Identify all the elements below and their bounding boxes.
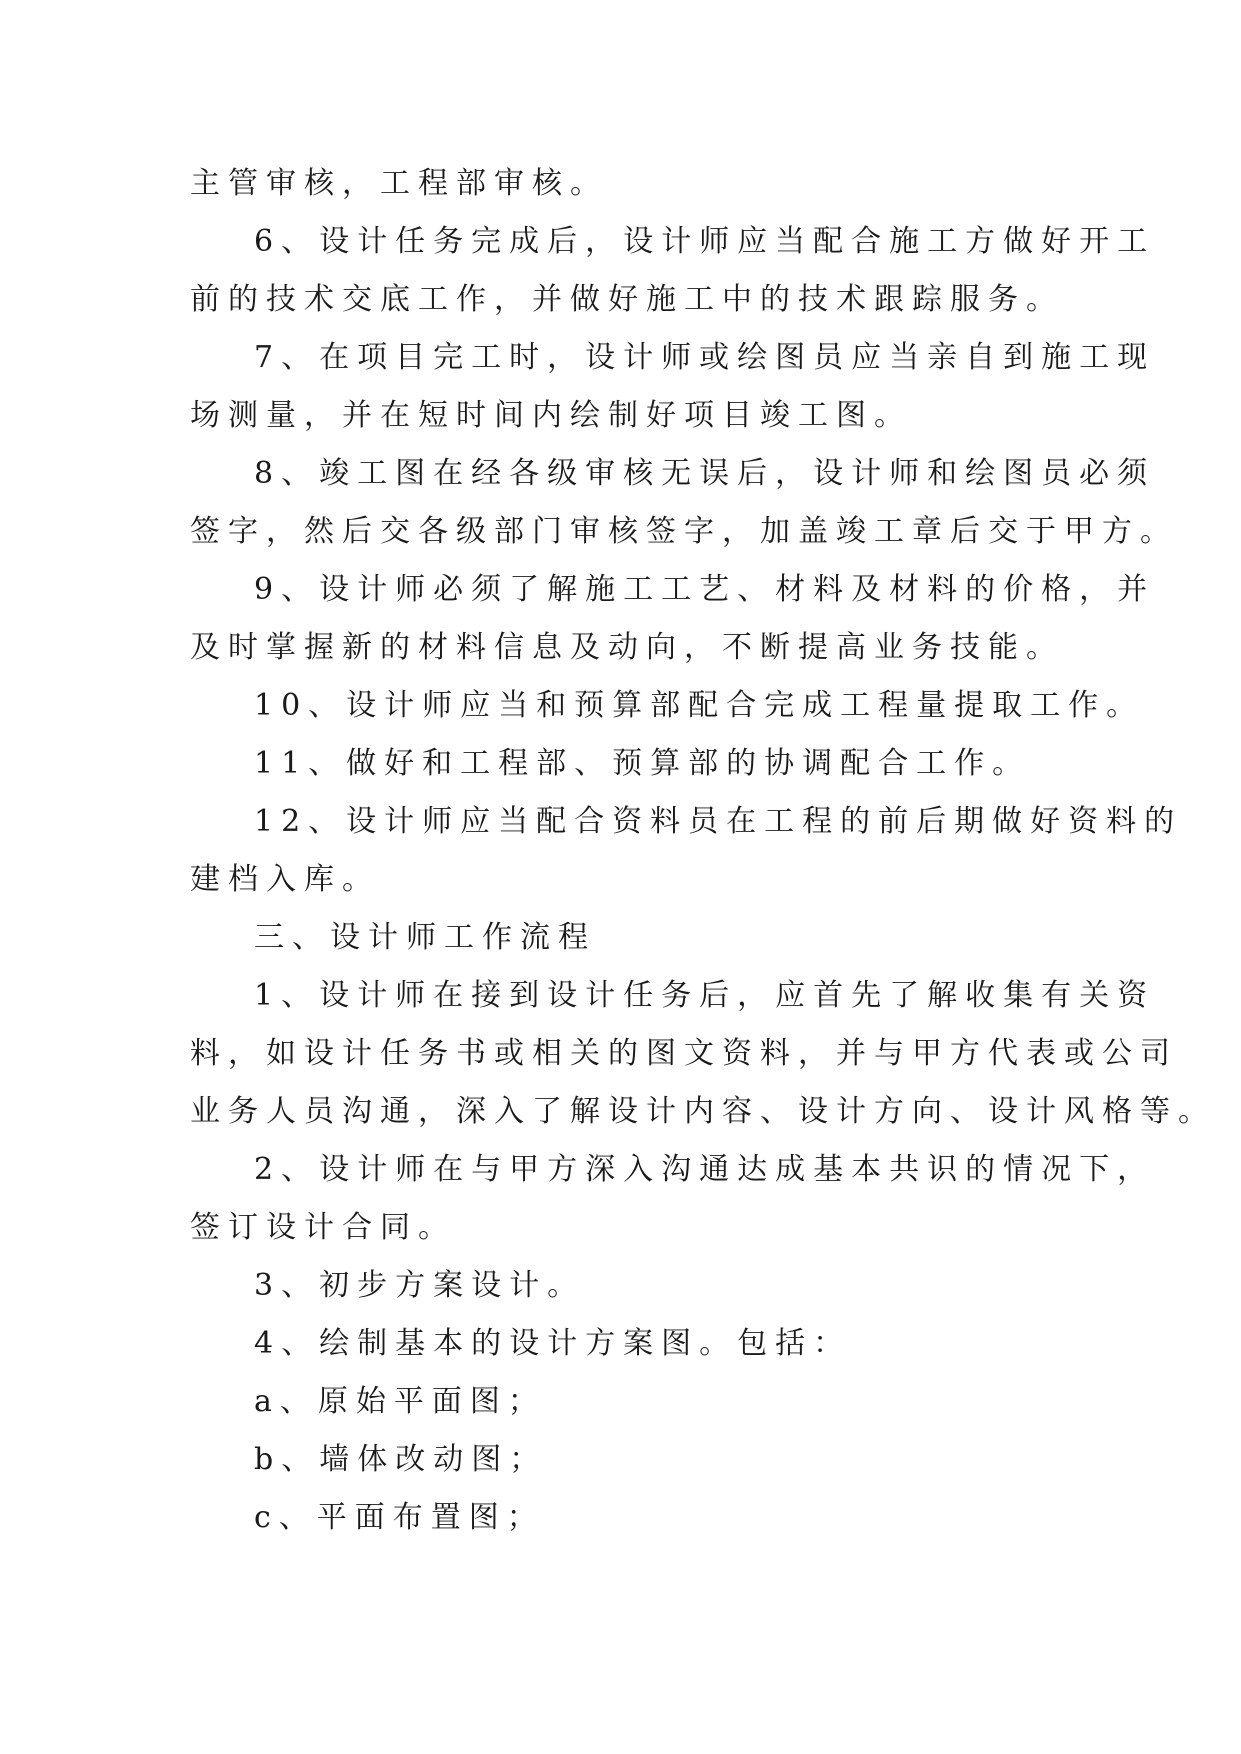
paragraph-12-start: 12、设计师应当配合资料员在工程的前后期做好资料的 [254, 804, 1183, 839]
step-4: 4、绘制基本的设计方案图。包括： [254, 1326, 852, 1361]
text-line: 场测量，并在短时间内绘制好项目竣工图。 [190, 398, 912, 433]
text-line: 业务人员沟通，深入了解设计内容、设计方向、设计风格等。 [190, 1094, 1216, 1129]
text-line: 建档入库。 [190, 862, 380, 897]
paragraph-11: 11、做好和工程部、预算部的协调配合工作。 [254, 746, 1031, 781]
step-3: 3、初步方案设计。 [254, 1268, 586, 1303]
paragraph-10: 10、设计师应当和预算部配合完成工程量提取工作。 [254, 688, 1145, 723]
step-2-start: 2、设计师在与甲方深入沟通达成基本共识的情况下， [254, 1152, 1156, 1187]
paragraph-9-start: 9、设计师必须了解施工工艺、材料及材料的价格，并 [254, 572, 1156, 607]
list-item-a: a、原始平面图； [254, 1384, 546, 1419]
list-item-c: c、平面布置图； [254, 1500, 545, 1535]
paragraph-6-start: 6、设计任务完成后，设计师应当配合施工方做好开工 [254, 224, 1156, 259]
section-heading: 三、设计师工作流程 [254, 920, 596, 955]
text-line: 前的技术交底工作，并做好施工中的技术跟踪服务。 [190, 282, 1064, 317]
text-line: 料，如设计任务书或相关的图文资料，并与甲方代表或公司 [190, 1036, 1178, 1071]
text-line: 主管审核，工程部审核。 [190, 166, 608, 201]
paragraph-7-start: 7、在项目完工时，设计师或绘图员应当亲自到施工现 [254, 340, 1156, 375]
text-line: 及时掌握新的材料信息及动向，不断提高业务技能。 [190, 630, 1064, 665]
text-line: 签订设计合同。 [190, 1210, 456, 1245]
paragraph-8-start: 8、竣工图在经各级审核无误后，设计师和绘图员必须 [254, 456, 1156, 491]
text-line: 签字，然后交各级部门审核签字，加盖竣工章后交于甲方。 [190, 514, 1178, 549]
step-1-start: 1、设计师在接到设计任务后，应首先了解收集有关资 [254, 978, 1156, 1013]
document-page [190, 155, 1216, 1547]
list-item-b: b、墙体改动图； [254, 1442, 548, 1477]
